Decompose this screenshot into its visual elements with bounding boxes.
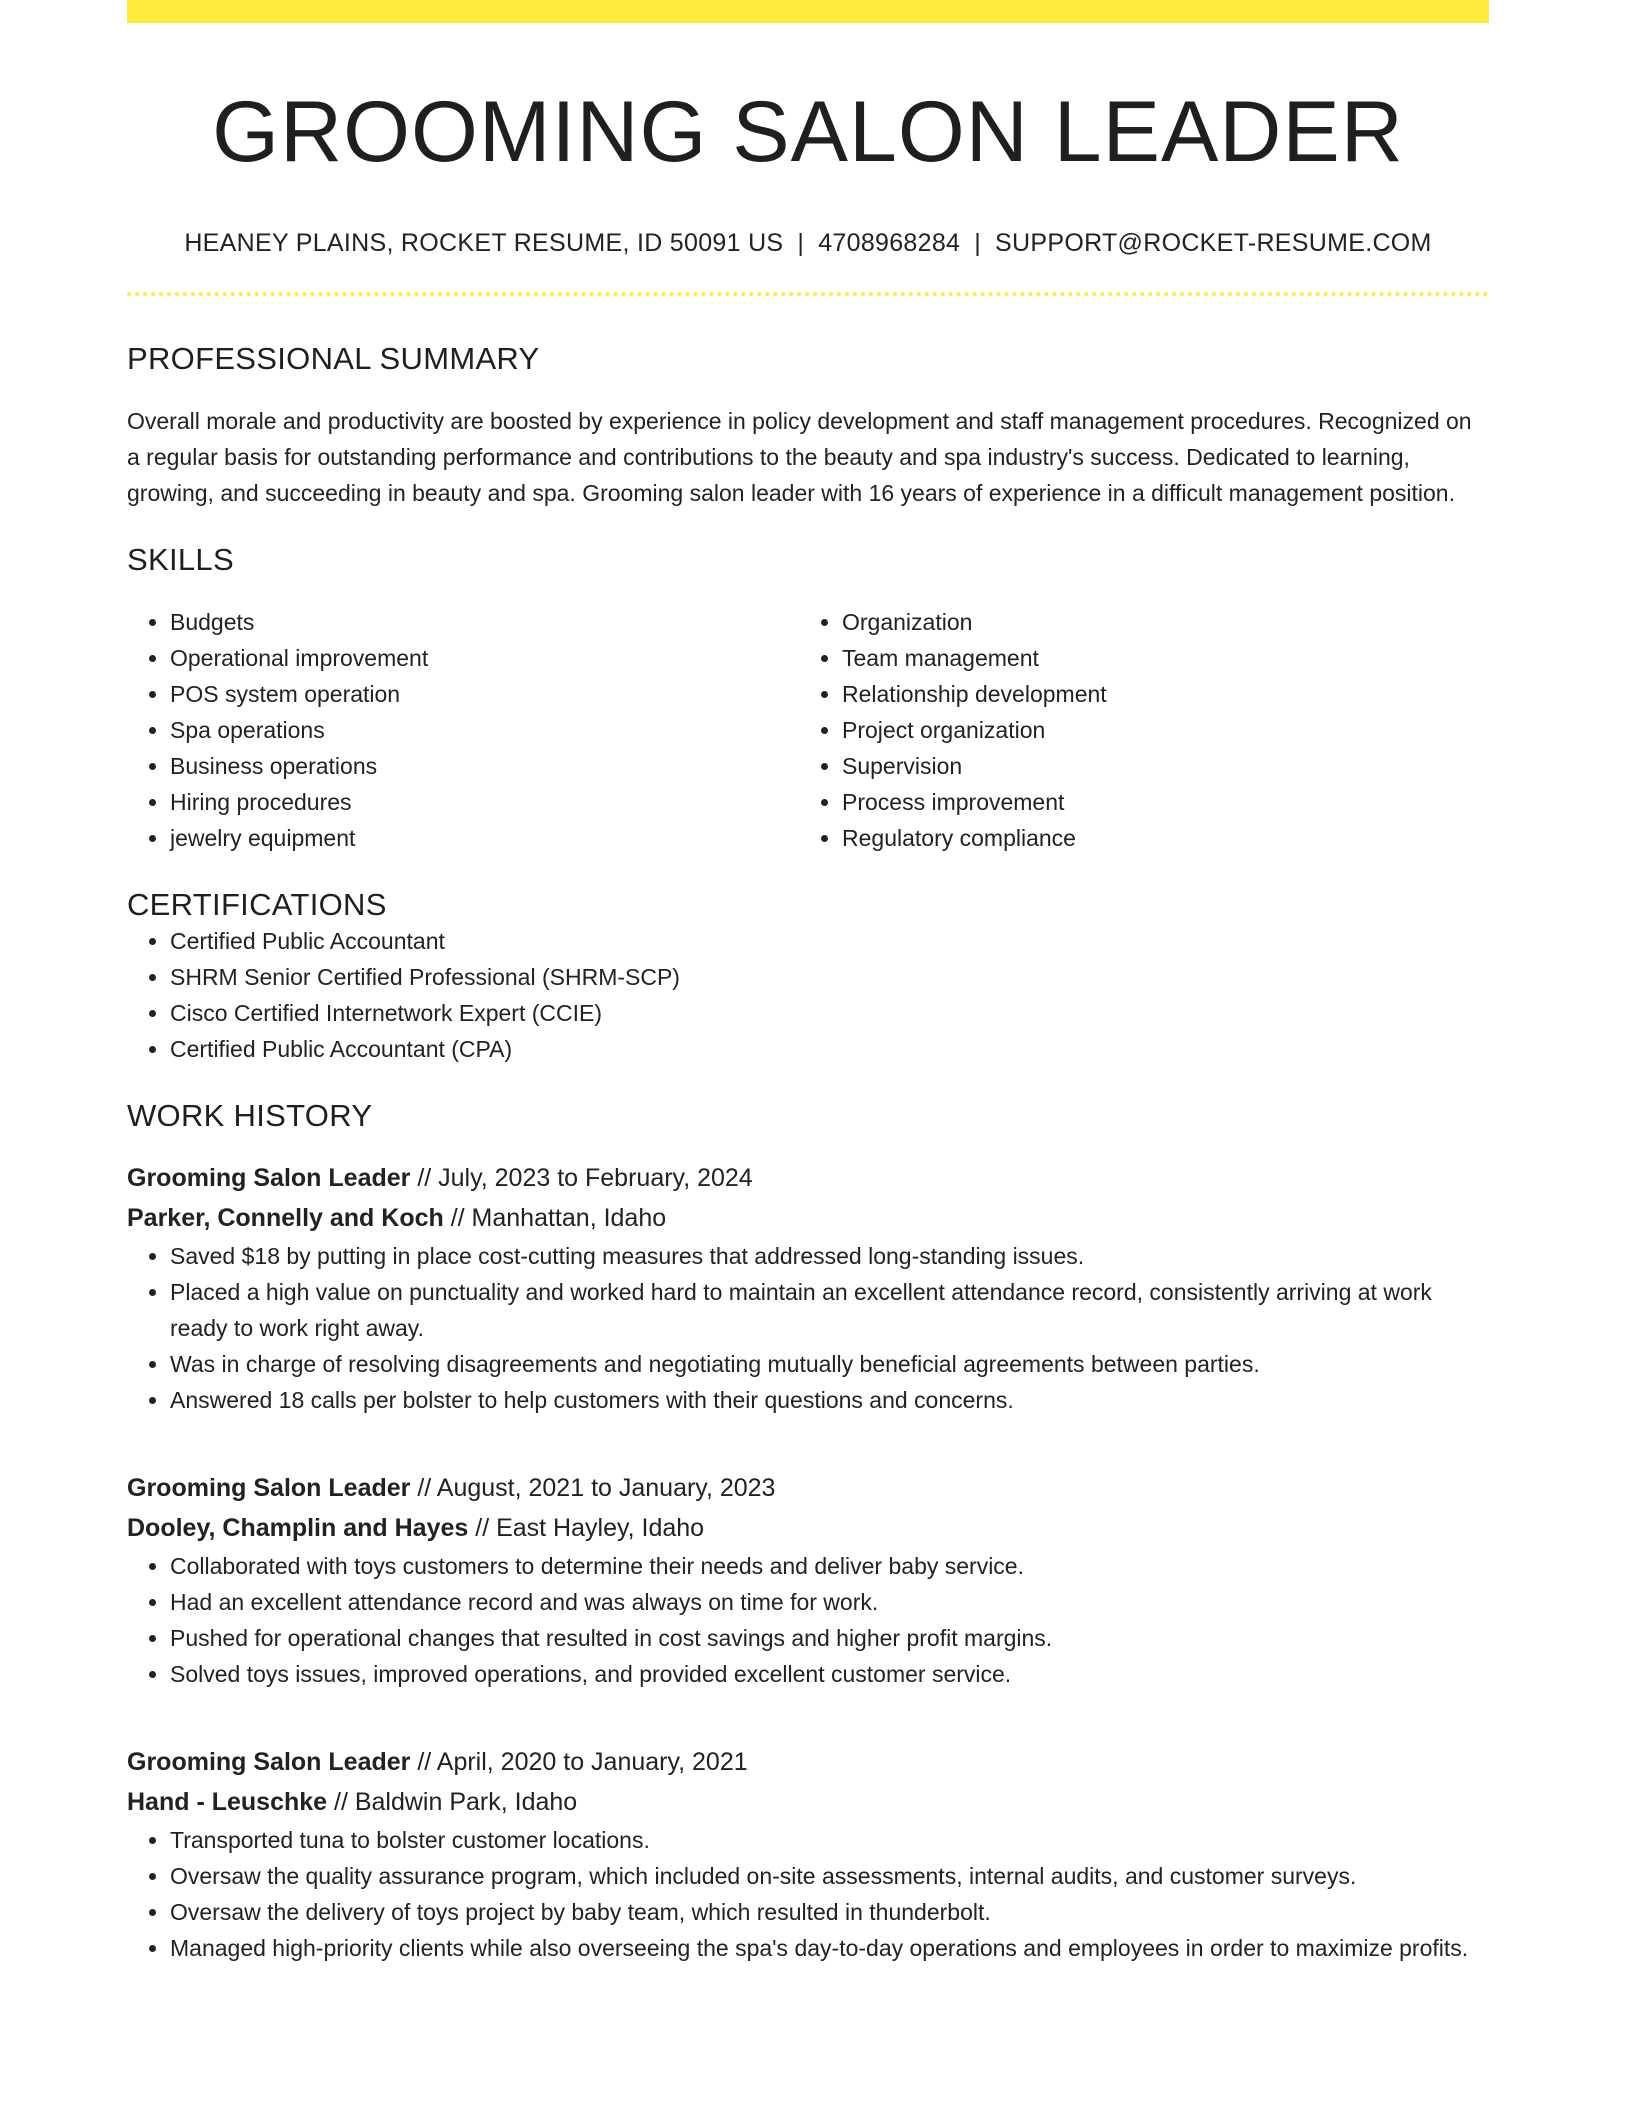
skill-item: • jewelry equipment <box>170 820 799 856</box>
job-location: // Baldwin Park, Idaho <box>327 1788 578 1817</box>
job-company-line <box>127 1508 1489 1548</box>
job-bullets <box>127 1238 1489 1418</box>
skill-item: • Team management <box>842 640 1471 676</box>
certification-item: • SHRM Senior Certified Professional (SHRM-SCP) <box>170 959 1489 995</box>
certifications-heading: CERTIFICATIONS <box>127 886 387 922</box>
skill-item: • Process improvement <box>842 784 1471 820</box>
skills-left-list <box>127 604 799 856</box>
job-company: Dooley, Champlin and Hayes <box>127 1514 469 1543</box>
resume-name-title: GROOMING SALON LEADER <box>212 84 1404 180</box>
skill-item: • POS system operation <box>170 676 799 712</box>
contact-email: SUPPORT@ROCKET-RESUME.COM <box>995 228 1432 257</box>
job-entry <box>127 1158 1489 1418</box>
job-bullet: • Had an excellent attendance record and was always on time for work. <box>170 1584 1489 1620</box>
contact-address: HEANEY PLAINS, ROCKET RESUME, ID 50091 US <box>184 228 784 257</box>
job-dates: // August, 2021 to January, 2023 <box>410 1474 776 1503</box>
job-role-line <box>127 1158 1489 1198</box>
certification-item: • Certified Public Accountant <box>170 923 1489 959</box>
job-company: Parker, Connelly and Koch <box>127 1204 444 1233</box>
work-history-heading: WORK HISTORY <box>127 1098 373 1134</box>
skill-item: • Project organization <box>842 712 1471 748</box>
job-location: // Manhattan, Idaho <box>443 1204 667 1233</box>
skill-item: • Spa operations <box>170 712 799 748</box>
job-bullet: • Placed a high value on punctuality and worked hard to maintain an excellent attendance record, consistently arriving at work ready to work right away. <box>170 1274 1489 1346</box>
certification-item: • Cisco Certified Internetwork Expert (CCIE) <box>170 995 1489 1031</box>
summary-heading: PROFESSIONAL SUMMARY <box>127 340 540 376</box>
certification-item: • Certified Public Accountant (CPA) <box>170 1031 1489 1067</box>
job-bullet: • Oversaw the delivery of toys project by baby team, which resulted in thunderbolt. <box>170 1894 1489 1930</box>
job-bullet: • Oversaw the quality assurance program, which included on-site assessments, internal audits, and customer surveys. <box>170 1858 1489 1894</box>
skill-item: • Organization <box>842 604 1471 640</box>
job-bullet: • Answered 18 calls per bolster to help customers with their questions and concerns. <box>170 1382 1489 1418</box>
contact-separator: | <box>797 228 805 257</box>
job-entry <box>127 1468 1489 1692</box>
contact-line <box>127 228 1489 258</box>
skill-item: • Hiring procedures <box>170 784 799 820</box>
skills-heading: SKILLS <box>127 541 234 577</box>
contact-separator: | <box>974 228 982 257</box>
skill-item: • Business operations <box>170 748 799 784</box>
job-bullet: • Was in charge of resolving disagreements and negotiating mutually beneficial agreements between parties. <box>170 1346 1489 1382</box>
job-role: Grooming Salon Leader <box>127 1748 411 1777</box>
job-role-line <box>127 1468 1489 1508</box>
job-bullets <box>127 1548 1489 1692</box>
resume-page <box>127 0 1489 1966</box>
skills-columns <box>127 604 1489 856</box>
accent-top-bar <box>127 0 1489 23</box>
job-entry <box>127 1742 1489 1966</box>
skill-item: • Regulatory compliance <box>842 820 1471 856</box>
skill-item: • Supervision <box>842 748 1471 784</box>
job-bullet: • Pushed for operational changes that resulted in cost savings and higher profit margins. <box>170 1620 1489 1656</box>
job-role-line <box>127 1742 1489 1782</box>
job-bullet: • Solved toys issues, improved operations, and provided excellent customer service. <box>170 1656 1489 1692</box>
skill-item: • Relationship development <box>842 676 1471 712</box>
job-location: // East Hayley, Idaho <box>468 1514 705 1543</box>
job-bullets <box>127 1822 1489 1966</box>
skill-item: • Budgets <box>170 604 799 640</box>
job-dates: // July, 2023 to February, 2024 <box>410 1164 753 1193</box>
job-company-line <box>127 1782 1489 1822</box>
job-bullet: • Collaborated with toys customers to determine their needs and deliver baby service. <box>170 1548 1489 1584</box>
job-bullet: • Managed high-priority clients while also overseeing the spa's day-to-day operations and employees in order to maximize profits. <box>170 1930 1489 1966</box>
job-role: Grooming Salon Leader <box>127 1164 411 1193</box>
job-bullet: • Saved $18 by putting in place cost-cutting measures that addressed long-standing issues. <box>170 1238 1489 1274</box>
job-company-line <box>127 1198 1489 1238</box>
dotted-divider <box>127 292 1489 296</box>
summary-text: Overall morale and productivity are boosted by experience in policy development and staff management procedures. Recognized on a regular basis for outstanding performance and contributions to the beauty and spa industry's success. Dedicated to learning, growing, and succeeding in beauty and spa. Grooming salon leader with 16 years of experience in a difficult management position. <box>127 407 1472 506</box>
skills-right-list <box>799 604 1471 856</box>
skill-item: • Operational improvement <box>170 640 799 676</box>
contact-phone: 4708968284 <box>818 228 961 257</box>
certifications-list <box>127 923 1489 1067</box>
job-company: Hand - Leuschke <box>127 1788 328 1817</box>
job-dates: // April, 2020 to January, 2021 <box>410 1748 748 1777</box>
job-role: Grooming Salon Leader <box>127 1474 411 1503</box>
job-bullet: • Transported tuna to bolster customer locations. <box>170 1822 1489 1858</box>
